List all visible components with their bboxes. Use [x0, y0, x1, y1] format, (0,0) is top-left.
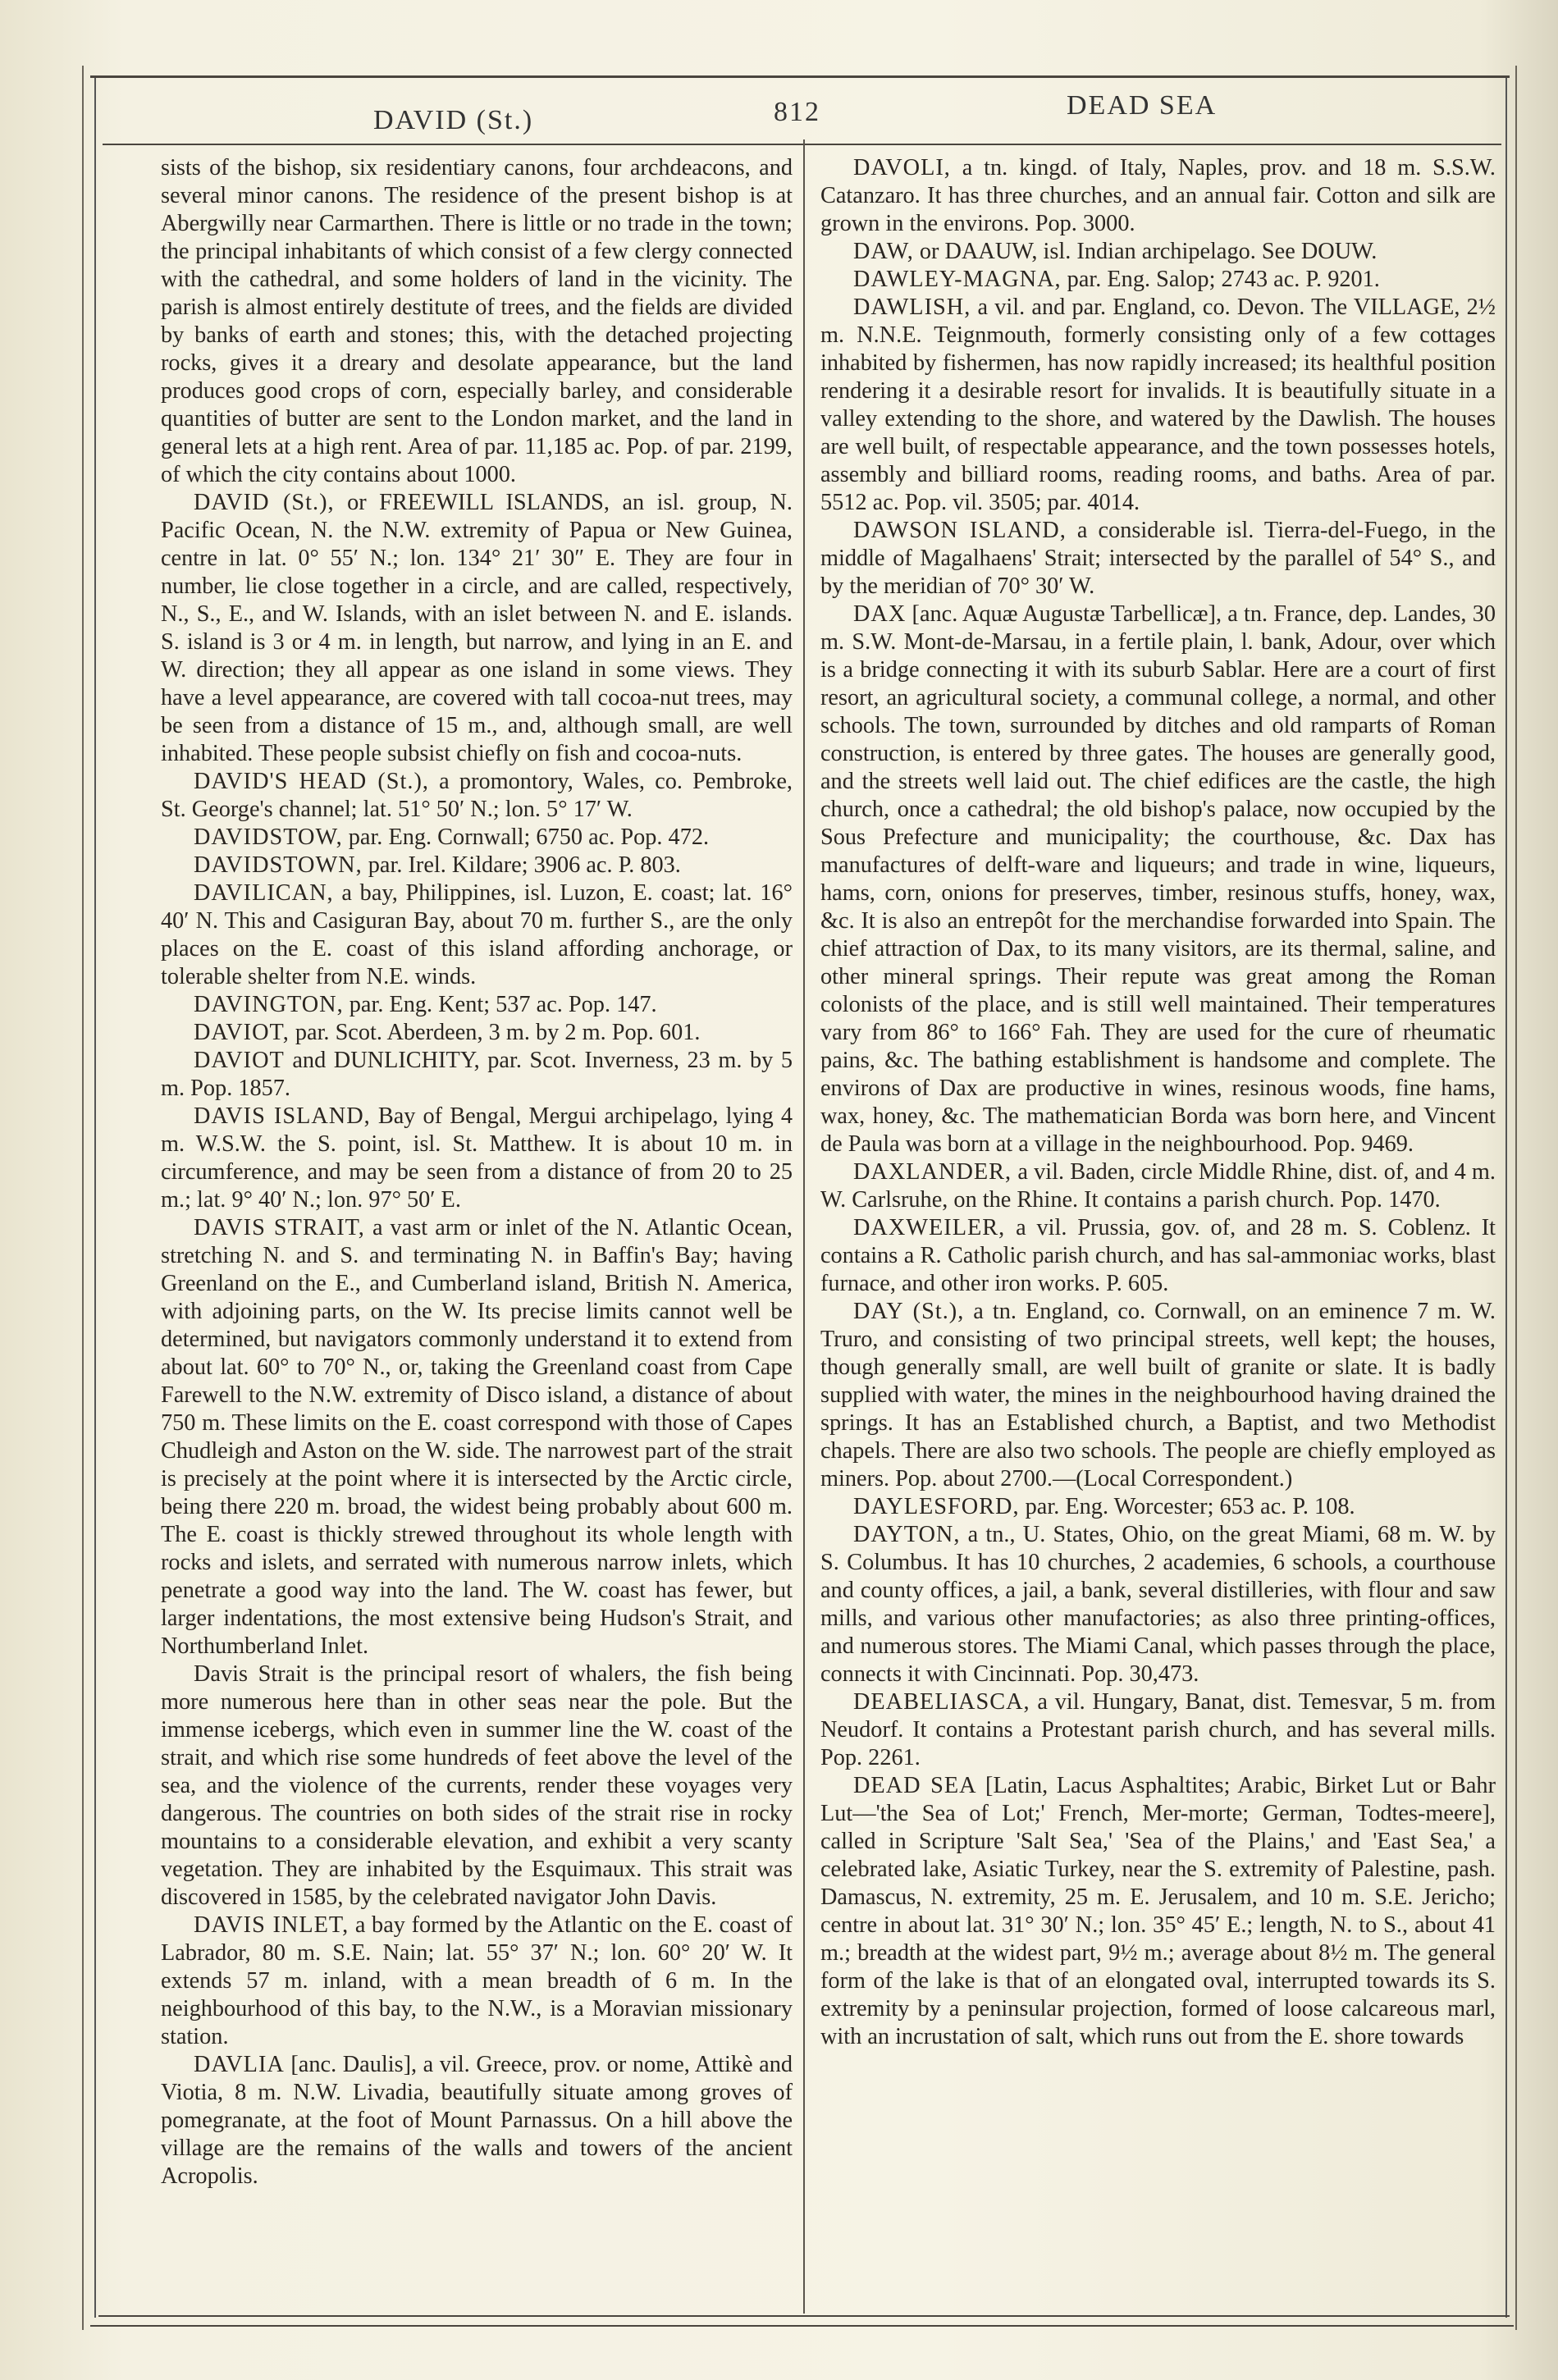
entry-headword: DAVIS ISLAND,	[194, 1103, 371, 1129]
dictionary-entry	[161, 1661, 793, 1912]
entry-text: a vil. Hungary, Banat, dist. Temesvar, 5 m. from Neudorf. It contains a Protestant parish church, and has several mills. Pop. 2261.	[820, 1689, 1496, 1770]
dictionary-entry	[161, 768, 793, 824]
dictionary-entry	[820, 1214, 1496, 1298]
entry-headword: DAY (St.),	[853, 1299, 965, 1324]
entry-headword: DAWLISH,	[853, 295, 971, 320]
entry-headword: DAX	[853, 601, 907, 627]
entry-text: a vast arm or inlet of the N. Atlantic Ocean, stretching N. and S. and terminating N. in Baffin's Bay; having Greenland on the E., and Cumberland island, British N. America, with adjoining parts, on the W. Its precise limits cannot well be determined, but navigators commonly understand it to extend from about lat. 60° to 70° N., or, taking the Greenland coast from Cape Farewell to the N.W. extremity of Disco island, a distance of about 750 m. These limits on the E. coast correspond with those of Capes Chudleigh and Aston on the W. side. The narrowest part of the strait is precisely at the point where it is intersected by the Arctic circle, being there 220 m. broad, the widest being probably about 600 m. The E. coast is thickly strewed throughout its whole length with rocks and islets, and serrated with numerous narrow inlets, which penetrate a good way into the land. The W. coast has fewer, but larger indentations, the most extensive being Hudson's Strait, and Northumberland Inlet.	[161, 1215, 793, 1659]
entry-text: a tn. kingd. of Italy, Naples, prov. and 18 m. S.S.W. Catanzaro. It has three churches, and an annual fair. Cotton and silk are grown in the environs. Pop. 3000.	[820, 155, 1496, 236]
dictionary-entry	[820, 601, 1496, 1158]
entry-text: or FREEWILL ISLANDS, an isl. group, N. Pacific Ocean, N. the N.W. extremity of Papua or New Guinea, centre in lat. 0° 55′ N.; lon. 134° 21′ 30″ E. They are four in number, lie close together in a circle, and are called, respectively, N., S., E., and W. Islands, with an islet between N. and E. islands. S. island is 3 or 4 m. in length, but narrow, and lying in an E. and W. direction; they all appear as one island in some views. They have a level appearance, are covered with tall cocoa-nut trees, may be seen from a distance of 15 m., and, although small, are well inhabited. These people subsist chiefly on fish and cocoa-nuts.	[161, 490, 793, 766]
entry-text: [anc. Aquæ Augustæ Tarbellicæ], a tn. France, dep. Landes, 30 m. S.W. Mont-de-Marsau, in a fertile plain, l. bank, Adour, over which is a bridge connecting it with its suburb Sablar. Here are a court of first resort, an agricultural society, a communal college, a normal, and other schools. The town, surrounded by ditches and old ramparts of Roman construction, is entered by three gates. The houses are generally good, and the streets well laid out. The chief edifices are the castle, the high church, once a cathedral; the old bishop's palace, now occupied by the Sous Prefecture and municipality; the courthouse, &c. Dax has manufactures of delft-ware and liqueurs; and trade in wine, liqueurs, hams, corn, onions for preserves, timber, resinous stuffs, honey, wax, &c. It is also an entrepôt for the merchandise forwarded into Spain. The chief attraction of Dax, to its many visitors, are its thermal, saline, and other mineral springs. Their repute was great among the Roman colonists of the place, and is still well maintained. Their temperatures vary from 86° to 166° Fah. They are used for the cure of rheumatic pains, &c. The bathing establishment is handsome and complete. The environs of Dax are productive in wines, resinous woods, fine hams, wax, honey, &c. The mathematician Borda was born here, and Vincent de Paula was born at a village in the neighbourhood. Pop. 9469.	[820, 601, 1496, 1157]
entry-text: a vil. Baden, circle Middle Rhine, dist. of, and 4 m. W. Carlsruhe, on the Rhine. It contains a parish church. Pop. 1470.	[820, 1159, 1496, 1213]
entry-headword: DAVID (St.),	[194, 490, 335, 515]
entry-text: par. Eng. Salop; 2743 ac. P. 9201.	[1061, 267, 1380, 292]
entry-text: a tn. England, co. Cornwall, on an eminence 7 m. W. Truro, and consisting of two principal streets, well kept; the houses, though generally small, are well built of granite or slate. It is badly supplied with water, the mines in the neighbourhood having drained the springs. It has an Established church, a Baptist, and two Methodist chapels. There are also two schools. The people are chiefly employed as miners. Pop. about 2700.—(Local Correspondent.)	[820, 1299, 1496, 1491]
top-rule	[90, 75, 1510, 78]
dictionary-entry	[820, 1772, 1496, 2051]
entry-headword: DAWSON ISLAND,	[853, 518, 1067, 543]
entry-text: a bay formed by the Atlantic on the E. coast of Labrador, 80 m. S.E. Nain; lat. 55° 37′ N.; lon. 60° 20′ W. It extends 57 m. inland, with a mean breadth of 6 m. In the neighbourhood of this bay, to the N.W., is a Moravian missionary station.	[161, 1912, 793, 2049]
dictionary-entry	[161, 1214, 793, 1661]
dictionary-entry	[161, 2051, 793, 2190]
entry-text: a vil. Prussia, gov. of, and 28 m. S. Coblenz. It contains a R. Catholic parish church, and has sal-ammoniac works, blast furnace, and other iron works. P. 605.	[820, 1215, 1496, 1296]
entry-text: a vil. and par. England, co. Devon. The VILLAGE, 2½ m. N.N.E. Teignmouth, formerly consisting only of a few cottages inhabited by fishermen, has now rapidly increased; its healthful position rendering it a desirable resort for invalids. It is beautifully situate in a valley extending to the shore, and watered by the Dawlish. The houses are well built, of respectable appearance, and the town possesses hotels, assembly and billiard rooms, reading rooms, and baths. Area of par. 5512 ac. Pop. vil. 3505; par. 4014.	[820, 295, 1496, 515]
dictionary-entry	[820, 238, 1496, 266]
dictionary-entry	[161, 154, 793, 489]
entry-text: par. Eng. Kent; 537 ac. Pop. 147.	[343, 992, 657, 1017]
dictionary-entry	[820, 1493, 1496, 1521]
entry-headword: DEABELIASCA,	[853, 1689, 1030, 1715]
dictionary-entry	[820, 1521, 1496, 1688]
dictionary-entry	[820, 1158, 1496, 1214]
entry-text: Bay of Bengal, Mergui archipelago, lying 4 m. W.S.W. the S. point, isl. St. Matthew. It is about 10 m. in circumference, and may be seen from a distance of from 20 to 25 m.; lat. 9° 40′ N.; lon. 97° 50′ E.	[161, 1103, 793, 1213]
entry-text: a bay, Philippines, isl. Luzon, E. coast; lat. 16° 40′ N. This and Casiguran Bay, about 70 m. further S., are the only places on the E. coast of this island affording anchorage, or tolerable shelter from N.E. winds.	[161, 880, 793, 989]
dictionary-entry	[161, 991, 793, 1019]
entry-headword: DAVIS STRAIT,	[194, 1215, 365, 1240]
entry-headword: DAWLEY-MAGNA,	[853, 267, 1062, 292]
entry-text: sists of the bishop, six residentiary canons, four archdeacons, and several minor canons. The residence of the present bishop is at Abergwilly near Carmarthen. There is little or no trade in the town; the principal inhabitants of which consist of a few clergy connected with the cathedral, and some holders of land in the vicinity. The parish is almost entirely destitute of trees, and the fields are divided by banks of earth and stones; this, with the detached projecting rocks, gives it a dreary and desolate appearance, but the land produces good crops of corn, especially barley, and considerable quantities of butter are sent to the London market, and the land in general lets at a high rent. Area of par. 11,185 ac. Pop. of par. 2199, of which the city contains about 1000.	[161, 155, 793, 487]
entry-text: par. Scot. Aberdeen, 3 m. by 2 m. Pop. 601.	[289, 1020, 701, 1045]
entry-headword: DAVILICAN,	[194, 880, 334, 906]
entry-headword: DAVIDSTOWN,	[194, 852, 363, 878]
entry-text: or DAAUW, isl. Indian archipelago. See DOUW.	[913, 239, 1378, 264]
entry-text: and DUNLICHITY, par. Scot. Inverness, 23 m. by 5 m. Pop. 1857.	[161, 1048, 793, 1101]
dictionary-entry	[161, 1103, 793, 1214]
header-rule	[103, 144, 1501, 145]
dictionary-entry	[161, 489, 793, 768]
page-number: 812	[774, 97, 820, 127]
bottom-rule	[98, 2315, 1510, 2317]
dictionary-entry	[161, 1019, 793, 1047]
entry-headword: DEAD SEA	[853, 1773, 977, 1798]
entry-headword: DAVINGTON,	[194, 992, 344, 1017]
entry-headword: DAYLESFORD,	[853, 1494, 1020, 1519]
entry-headword: DAXWEILER,	[853, 1215, 1006, 1240]
entry-text: par. Eng. Cornwall; 6750 ac. Pop. 472.	[342, 825, 710, 850]
dictionary-entry	[820, 1688, 1496, 1772]
dictionary-entry	[161, 1912, 793, 2051]
entry-text: a tn., U. States, Ohio, on the great Miami, 68 m. W. by S. Columbus. It has 10 churches, 2 academies, 6 schools, a courthouse and county offices, a jail, a bank, several distilleries, with flour and saw mills, and various other manufactories; as also three printing-offices, and numerous stores. The Miami Canal, which passes through the place, connects it with Cincinnati. Pop. 30,473.	[820, 1522, 1496, 1687]
dictionary-entry	[161, 852, 793, 879]
dictionary-entry	[820, 294, 1496, 517]
entry-headword: DAVIS INLET,	[194, 1912, 350, 1938]
dictionary-entry	[161, 1047, 793, 1103]
entry-text: a promontory, Wales, co. Pembroke, St. George's channel; lat. 51° 50′ N.; lon. 5° 17′ W.	[161, 769, 793, 822]
entry-headword: DAVID'S HEAD (St.),	[194, 769, 429, 794]
dictionary-entry	[161, 824, 793, 852]
entry-text: par. Eng. Worcester; 653 ac. P. 108.	[1019, 1494, 1355, 1519]
running-head-left: DAVID (St.)	[373, 105, 534, 135]
left-column	[161, 154, 793, 2190]
entry-text: [anc. Daulis], a vil. Greece, prov. or nome, Attikè and Viotia, 8 m. N.W. Livadia, beautifully situate among groves of pomegranate, at the foot of Mount Parnassus. On a hill above the village are the remains of the walls and towers of the ancient Acropolis.	[161, 2052, 793, 2189]
running-head-right: DEAD SEA	[1067, 90, 1218, 121]
dictionary-entry	[820, 154, 1496, 238]
entry-text: a considerable isl. Tierra-del-Fuego, in the middle of Magalhaens' Strait; intersected by the parallel of 54° S., and by the meridian of 70° 30′ W.	[820, 518, 1496, 599]
column-divider	[803, 139, 805, 2314]
entry-text: Davis Strait is the principal resort of whalers, the fish being more numerous here than in other seas near the pole. But the immense icebergs, which even in summer line the W. coast of the strait, and which rise some hundreds of feet above the level of the sea, and the violence of the currents, render these voyages very dangerous. The countries on both sides of the strait rise in rocky mountains to a considerable elevation, and exhibit a very scanty vegetation. They are inhabited by the Esquimaux. This strait was discovered in 1585, by the celebrated navigator John Davis.	[161, 1661, 793, 1910]
right-column	[820, 154, 1496, 2051]
dictionary-entry	[820, 517, 1496, 601]
entry-headword: DAVOLI,	[853, 155, 951, 180]
entry-text: par. Irel. Kildare; 3906 ac. P. 803.	[362, 852, 681, 878]
entry-text: [Latin, Lacus Asphaltites; Arabic, Birket Lut or Bahr Lut—'the Sea of Lot;' French, Mer-morte; German, Todtes-meere], called in Scripture 'Salt Sea,' 'Sea of the Plains,' and 'East Sea,' a celebrated lake, Asiatic Turkey, near the S. extremity of Palestine, pash. Damascus, N. extremity, 25 m. E. Jerusalem, and 10 m. S.E. Jericho; centre in about lat. 31° 30′ N.; lon. 35° 45′ E.; length, N. to S., about 41 m.; breadth at the widest part, 9½ m.; average about 8½ m. The general form of the lake is that of an elongated oval, interrupted towards its S. extremity by a peninsular projection, formed of loose calcareous marl, with an incrustation of salt, which runs out from the E. shore towards	[820, 1773, 1496, 2049]
entry-headword: DAXLANDER,	[853, 1159, 1012, 1185]
dictionary-entry	[161, 879, 793, 991]
entry-headword: DAW,	[853, 239, 914, 264]
dictionary-entry	[820, 1298, 1496, 1493]
bottom-rule-outer	[90, 2325, 1514, 2327]
entry-headword: DAVLIA	[194, 2052, 285, 2077]
dictionary-entry	[820, 266, 1496, 294]
entry-headword: DAYTON,	[853, 1522, 961, 1547]
entry-headword: DAVIDSTOW,	[194, 825, 343, 850]
entry-headword: DAVIOT	[194, 1048, 285, 1073]
entry-headword: DAVIOT,	[194, 1020, 290, 1045]
